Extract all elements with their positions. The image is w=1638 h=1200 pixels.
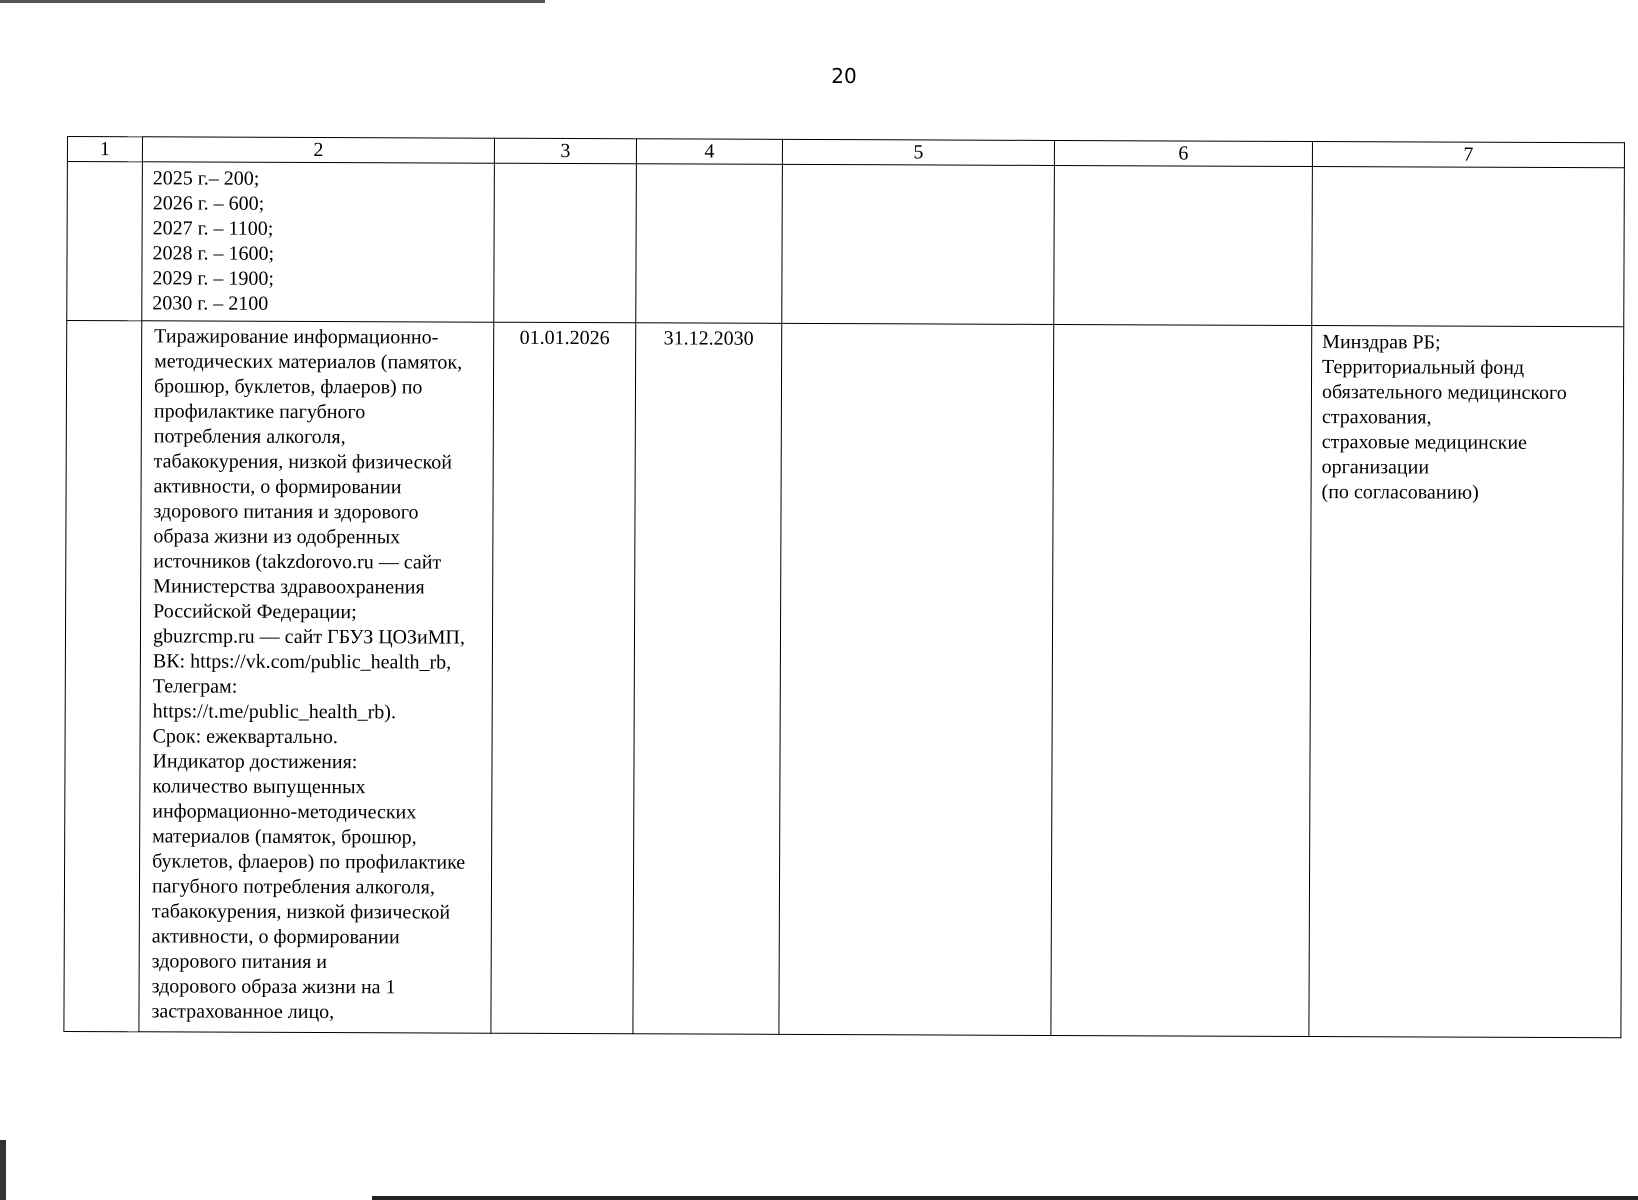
years-cell-2	[142, 162, 495, 322]
years-cell-7	[1312, 166, 1625, 326]
header-cell-1: 1	[67, 137, 142, 162]
description-line: брошюр, буклетов, флаеров) по	[153, 375, 423, 399]
description-line: пагубного потребления алкоголя,	[151, 875, 435, 899]
header-cell-3: 3	[494, 138, 636, 164]
description-line: источников (takzdorovo.ru — сайт	[153, 550, 442, 574]
year-line: 2027 г. – 1100;	[152, 217, 274, 240]
header-cell-5: 5	[782, 139, 1054, 165]
measure-cell-6	[1051, 324, 1312, 1036]
table-row-measure	[64, 321, 1624, 1038]
description-line: буклетов, флаеров) по профилактике	[152, 850, 466, 874]
measure-cell-5	[779, 323, 1054, 1035]
description-line: Министерства здравоохранения	[153, 575, 425, 599]
responsible-line: Минздрав РБ;	[1322, 331, 1441, 354]
table-row-years	[67, 162, 1625, 327]
description-line: количество выпущенных	[152, 775, 366, 799]
description-line: табакокурения, низкой физической	[151, 900, 451, 924]
end-date-cell: 31.12.2030	[633, 323, 782, 1035]
document-table	[63, 136, 1625, 1038]
description-line: застрахованное лицо,	[151, 1000, 335, 1024]
measure-cell-1	[64, 321, 142, 1032]
start-date-cell: 01.01.2026	[491, 322, 636, 1034]
description-line: профилактике пагубного	[153, 400, 366, 424]
years-cell-4	[636, 164, 783, 324]
years-cell-6	[1054, 165, 1313, 325]
page-number: 20	[831, 64, 857, 88]
description-line: методических материалов (памяток,	[154, 350, 463, 374]
year-line: 2029 г. – 1900;	[152, 267, 274, 290]
description-line: здорового образа жизни на 1	[151, 975, 396, 999]
responsible-cell	[1309, 325, 1624, 1037]
measure-description-cell	[139, 321, 494, 1033]
years-cell-3	[494, 163, 637, 323]
year-line: 2026 г. – 600;	[152, 192, 265, 215]
description-line: Срок: ежеквартально.	[152, 725, 338, 749]
responsible-line: страхования,	[1321, 406, 1432, 429]
year-line: 2025 г.– 200;	[152, 167, 260, 190]
years-cell-1	[67, 162, 143, 321]
year-line: 2030 г. – 2100	[152, 292, 269, 315]
description-line: материалов (памяток, брошюр,	[152, 825, 417, 849]
description-line: Российской Федерации;	[153, 600, 357, 624]
header-cell-2: 2	[142, 137, 494, 163]
header-cell-6: 6	[1054, 140, 1312, 166]
description-line: Индикатор достижения:	[152, 750, 358, 774]
responsible-line: (по согласованию)	[1321, 481, 1479, 504]
description-line: здорового питания и здорового	[153, 500, 419, 524]
responsible-line: страховые медицинские	[1321, 431, 1527, 454]
description-line: Тиражирование информационно-	[154, 325, 439, 349]
description-line: информационно-методических	[152, 800, 417, 824]
description-line: https://t.me/public_health_rb).	[152, 700, 397, 724]
description-line: активности, о формировании	[153, 475, 402, 499]
description-line: табакокурения, низкой физической	[153, 450, 452, 474]
description-line: здорового питания и	[151, 950, 328, 974]
years-cell-5	[782, 164, 1055, 324]
scan-edge-top	[0, 0, 545, 3]
description-line: gbuzrcmp.ru — сайт ГБУЗ ЦОЗиМП,	[152, 625, 465, 649]
description-line: образа жизни из одобренных	[153, 525, 401, 549]
description-line: активности, о формировании	[151, 925, 400, 949]
scan-edge-left	[0, 1140, 6, 1200]
header-cell-4: 4	[636, 139, 782, 165]
responsible-line: Территориальный фонд	[1322, 356, 1525, 379]
header-cell-7: 7	[1312, 141, 1624, 167]
description-line: потребления алкоголя,	[153, 425, 346, 449]
responsible-line: организации	[1321, 456, 1430, 479]
description-line: ВК: https://vk.com/public_health_rb,	[152, 650, 452, 674]
scan-edge-bottom	[372, 1196, 1638, 1200]
description-line: Телеграм:	[152, 675, 238, 698]
year-line: 2028 г. – 1600;	[152, 242, 275, 265]
responsible-line: обязательного медицинского	[1321, 381, 1567, 405]
